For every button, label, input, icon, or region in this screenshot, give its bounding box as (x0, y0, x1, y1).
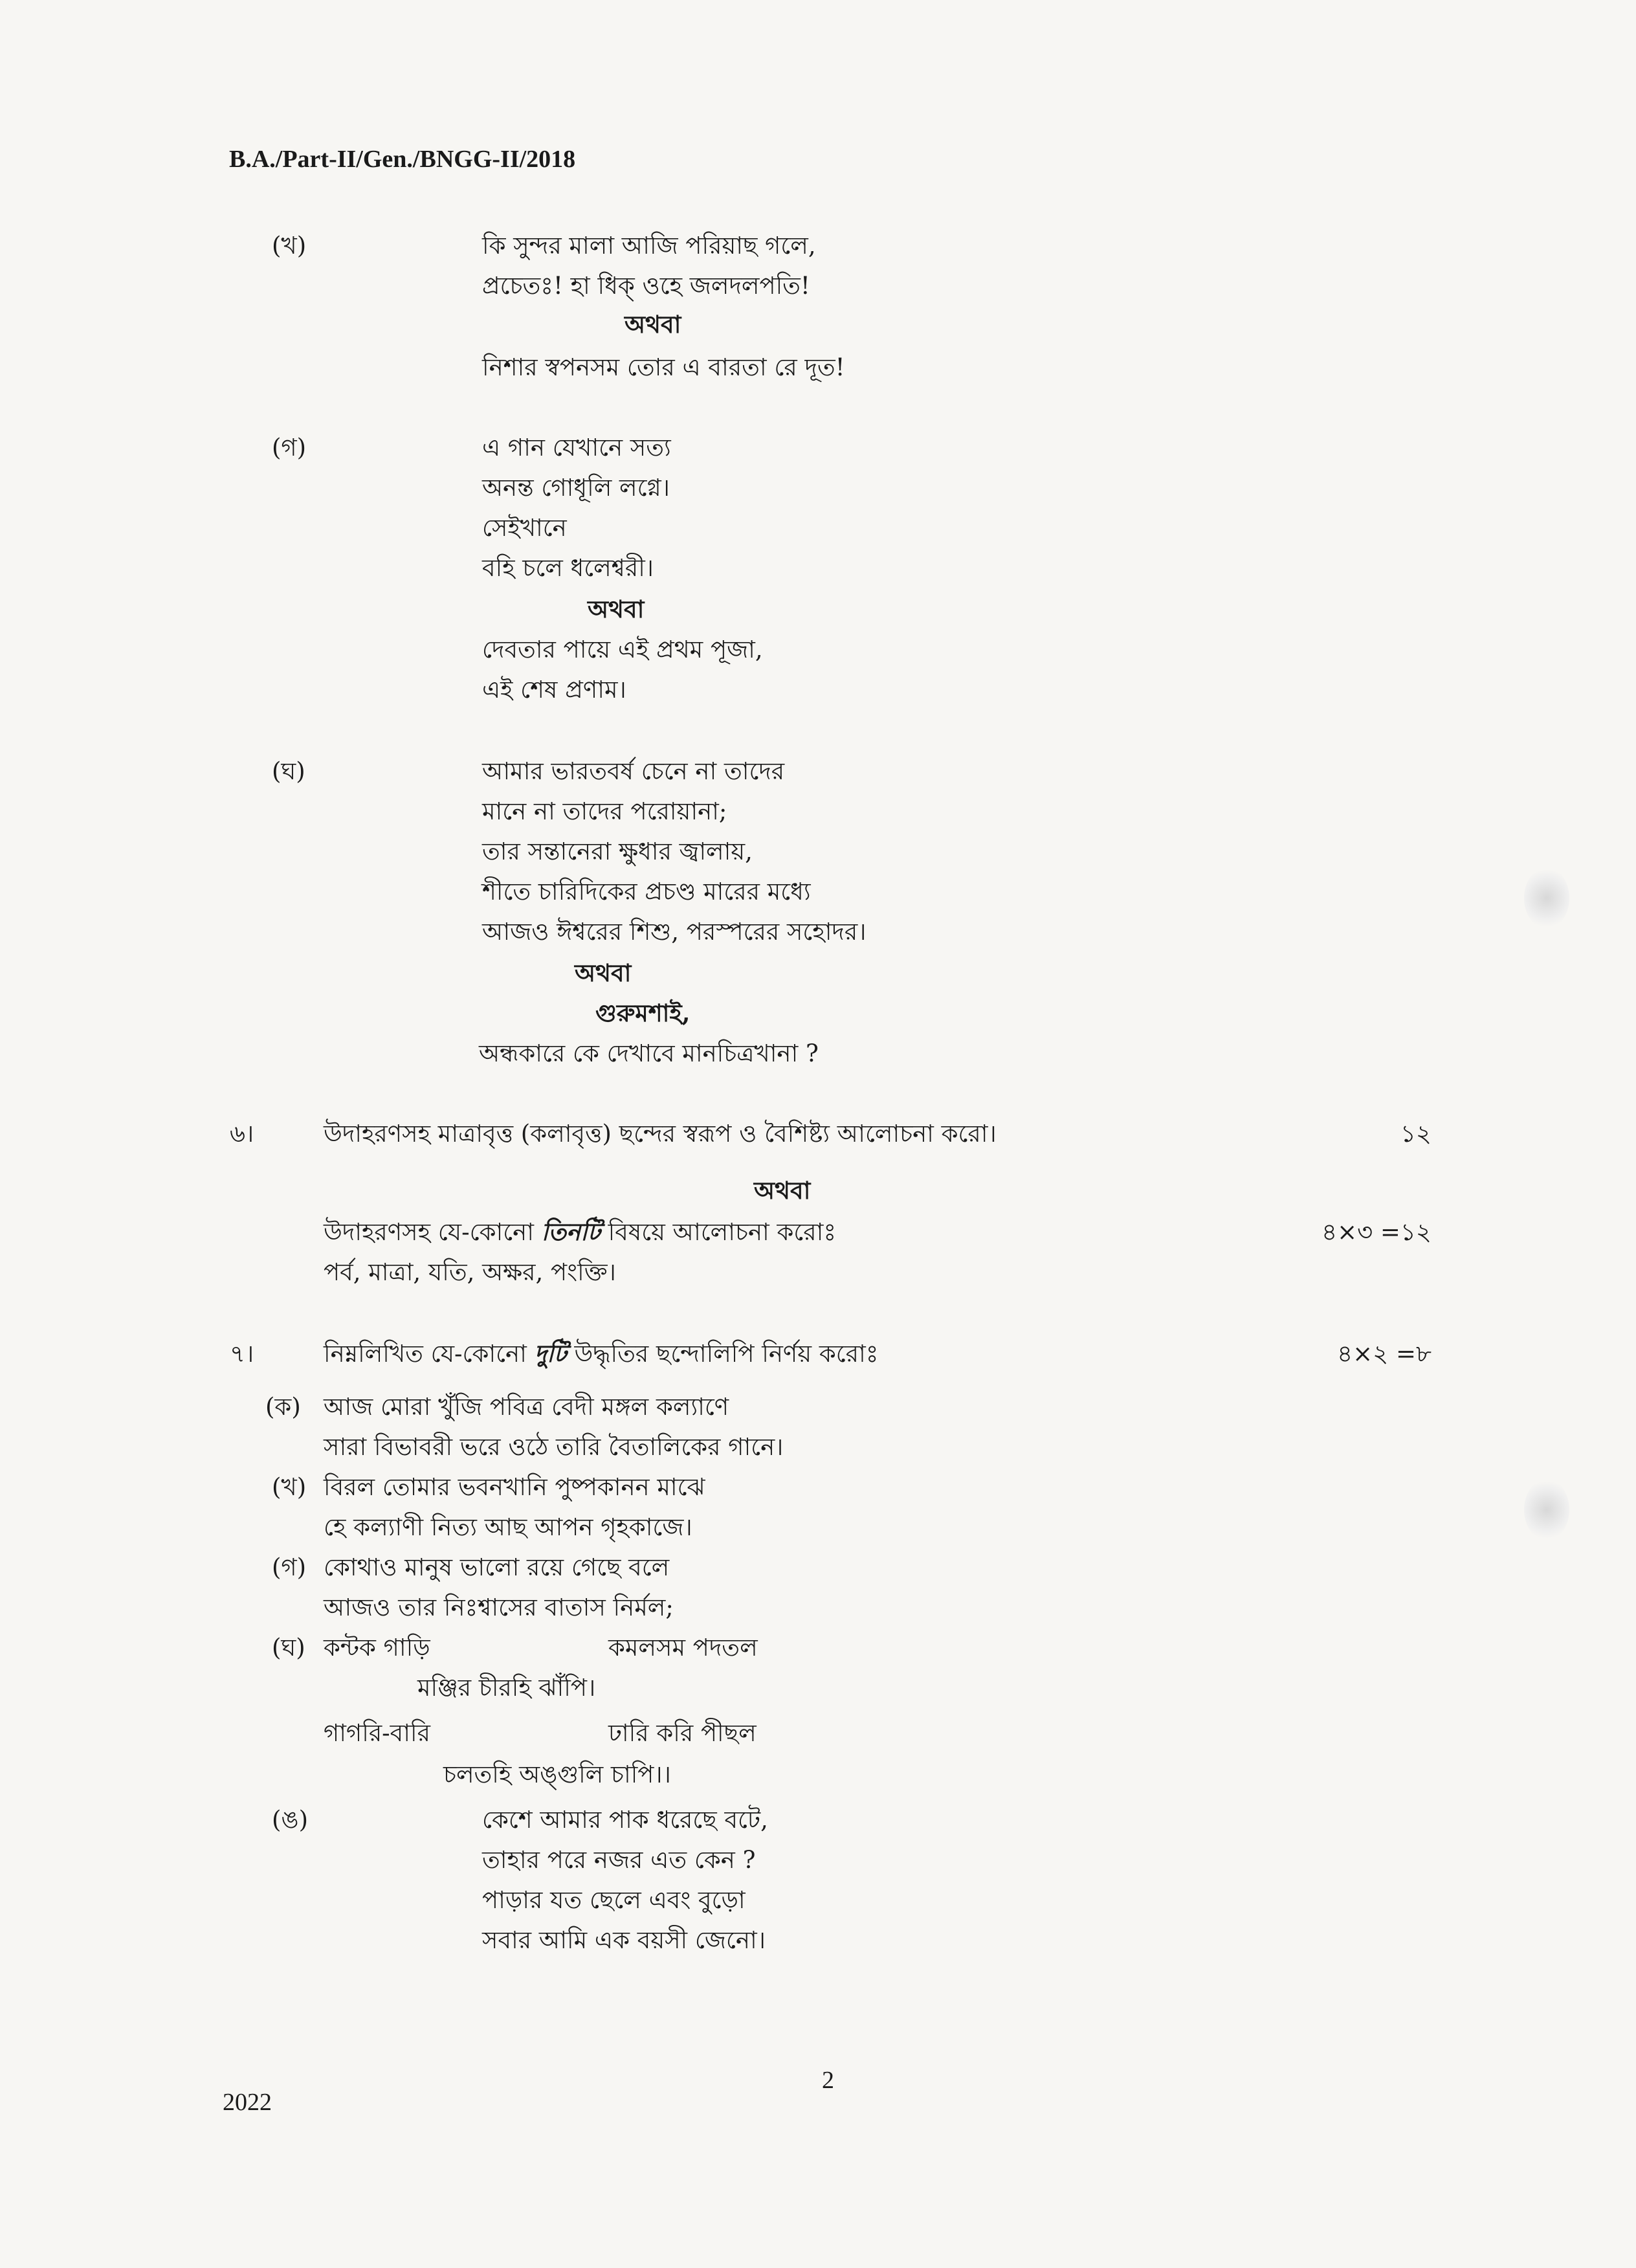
poem-line: আমার ভারতবর্ষ চেনে না তাদের (482, 757, 785, 785)
or-separator: অথবা (575, 959, 632, 987)
punch-hole-bottom (1524, 1479, 1569, 1540)
sub-item-label-ka: (ক) (265, 1393, 301, 1421)
sub-item-label-umo: (ঙ) (272, 1806, 309, 1834)
paper-header: B.A./Part-II/Gen./BNGG-II/2018 (229, 146, 576, 173)
question-marks-6-alt: ৪×৩ =১২ (1321, 1218, 1432, 1246)
quotation-line: কেশে আমার পাক ধরেছে বটে, (482, 1806, 768, 1834)
question-number-7: ৭। (230, 1340, 254, 1368)
question-6-topics: পর্ব, মাত্রা, যতি, অক্ষর, পংক্তি। (324, 1258, 616, 1286)
quotation-line: সবার আমি এক বয়সী জেনো। (482, 1926, 766, 1954)
quotation-line: পাড়ার যত ছেলে এবং বুড়ো (482, 1886, 746, 1914)
quotation-line: কমলসম পদতল (608, 1634, 758, 1662)
footer-code: 2022 (223, 2089, 272, 2116)
or-separator: অথবা (754, 1176, 811, 1205)
poem-line: অন্ধকারে কে দেখাবে মানচিত্রখানা ? (479, 1040, 819, 1067)
poem-line: এ গান যেখানে সত্য (482, 434, 671, 461)
question-text-7: নিম্নলিখিত যে-কোনো দুটি উদ্ধৃতির ছন্দোলিপি নির্ণয় করোঃ (324, 1339, 879, 1368)
poem-line: মানে না তাদের পরোয়ানা; (482, 797, 727, 825)
sub-item-label-kha: (খ) (272, 1473, 307, 1501)
question-number-6: ৬। (230, 1120, 254, 1148)
poem-line: প্রচেতঃ! হা ধিক্‌ ওহে জলদলপতি! (482, 272, 810, 300)
or-separator: অথবা (625, 310, 681, 339)
quotation-line: চলতহি অঙ্গুলি চাপি।। (443, 1761, 671, 1788)
or-separator: অথবা (588, 595, 645, 623)
quotation-line: বিরল তোমার ভবনখানি পুষ্পকানন মাঝে (324, 1473, 705, 1501)
question-marks-6: ১২ (1400, 1120, 1432, 1148)
punch-hole-top (1524, 867, 1569, 929)
poem-line: নিশার স্বপনসম তোর এ বারতা রে দূত! (482, 353, 845, 381)
poem-line-bold: গুরুমশাই, (595, 999, 691, 1027)
quotation-line: আজও তার নিঃশ্বাসের বাতাস নির্মল; (324, 1594, 674, 1621)
quotation-line: আজ মোরা খুঁজি পবিত্র বেদী মঙ্গল কল্যাণে (324, 1393, 729, 1421)
poem-line: কি সুন্দর মালা আজি পরিয়াছ গলে, (482, 232, 816, 260)
poem-line: এই শেষ প্রণাম। (482, 676, 626, 704)
sub-item-label-gha: (ঘ) (272, 1634, 305, 1662)
poem-line: আজও ঈশ্বরের শিশু, পরস্পরের সহোদর। (482, 918, 867, 946)
quotation-line: হে কল্যাণী নিত্য আছ আপন গৃহকাজে। (324, 1513, 692, 1541)
quotation-line: সারা বিভাবরী ভরে ওঠে তারি বৈতালিকের গানে। (324, 1433, 784, 1461)
poem-line: দেবতার পায়ে এই প্রথম পূজা, (482, 636, 763, 663)
poem-label-gha: (ঘ) (272, 757, 305, 785)
poem-label-kha: (খ) (272, 232, 307, 260)
poem-line: অনন্ত গোধূলি লগ্নে। (482, 474, 670, 502)
quotation-line: গাগরি-বারি (324, 1719, 430, 1747)
poem-line: শীতে চারিদিকের প্রচণ্ড মারের মধ্যে (482, 878, 811, 906)
question-text-6: উদাহরণসহ মাত্রাবৃত্ত (কলাবৃত্ত) ছন্দের স্বরূপ ও বৈশিষ্ট্য আলোচনা করো। (324, 1120, 997, 1148)
quotation-line: তাহার পরে নজর এত কেন ? (482, 1846, 756, 1874)
question-marks-7: ৪×২ =৮ (1337, 1340, 1432, 1368)
question-6-alternative: উদাহরণসহ যে-কোনো তিনটি বিষয়ে আলোচনা করোঃ (324, 1217, 837, 1246)
poem-label-ga: (গ) (272, 434, 307, 461)
poem-line: বহি চলে ধলেশ্বরী। (482, 554, 654, 582)
quotation-line: মঞ্জির চীরহি ঝাঁপি। (417, 1674, 596, 1702)
page-number: 2 (822, 2067, 834, 2094)
poem-line: সেইখানে (482, 514, 567, 542)
quotation-line: কন্টক গাড়ি (324, 1634, 430, 1662)
quotation-line: ঢারি করি পীছল (608, 1719, 757, 1747)
quotation-line: কোথাও মানুষ ভালো রয়ে গেছে বলে (324, 1553, 670, 1581)
sub-item-label-ga: (গ) (272, 1553, 307, 1581)
poem-line: তার সন্তানেরা ক্ষুধার জ্বালায়, (482, 838, 753, 865)
